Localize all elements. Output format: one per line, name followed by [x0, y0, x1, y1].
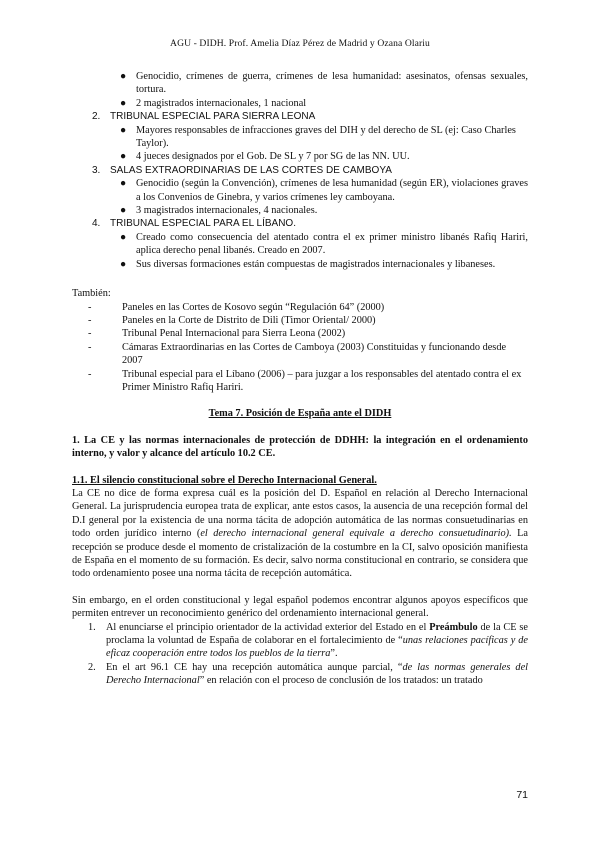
list-item: ● 2 magistrados internacionales, 1 nacional [120, 97, 307, 109]
subsection-title: 1.1. El silencio constitucional sobre el Derecho Internacional General. [72, 474, 377, 486]
list-item: 1. Al enunciarse el principio orientador de la actividad exterior del Estado en el Preámbulo de la CE se proclama la voluntad de España de colaborar en el fortalecimiento de “unas relaciones pacíficas y de eficaz cooperación entre todos los pueblos de la tierra”. [88, 621, 528, 660]
list-item: ● Genocidio (según la Convención), crímenes de lesa humanidad (según ER), violaciones graves a los Convenios de Ginebra, y varios crímenes ley camboyana. [120, 178, 528, 203]
bullet-icon: ● [120, 231, 127, 243]
paragraph: Sin embargo, en el orden constitucional y legal español podemos encontrar algunos apoyos específicos que permiten entrever un reconocimiento genérico del ordenamiento internacional general. [72, 594, 528, 620]
list-item: ● 3 magistrados internacionales, 4 nacionales. [120, 205, 318, 217]
list-item: - Tribunal Penal Internacional para Sierra Leona (2002) [88, 328, 346, 340]
page-number: 71 [516, 789, 528, 801]
bullet-icon: ● [120, 97, 127, 109]
list-item: - Paneles en la Corte de Distrito de Dili (Timor Oriental/ 2000) [88, 314, 376, 326]
bullet-icon: ● [120, 178, 127, 190]
chapter-title: Tema 7. Posición de España ante el DIDH [208, 408, 392, 420]
list-item: - Paneles en las Cortes de Kosovo según “Regulación 64” (2000) [88, 301, 385, 313]
list-item-heading: 4. TRIBUNAL ESPECIAL PARA EL LÍBANO. [92, 218, 296, 230]
bullet-icon: ● [120, 71, 127, 82]
list-item: ● Mayores responsables de infracciones graves del DIH y del derecho de SL (ej: Caso Charles Taylor). [120, 124, 516, 150]
tambien-label: También: [72, 288, 111, 300]
bullet-icon: ● [120, 124, 127, 136]
section-title: 1. La CE y las normas internacionales de protección de DDHH: la integración en el ordenamiento interno, y valor y alcance del artículo 10.2 CE. [72, 434, 528, 460]
list-item: 2. En el art 96.1 CE hay una recepción automática aunque parcial, “de las normas generales del Derecho Internacional” en relación con el proceso de conclusión de los tratados: un tratado [88, 661, 529, 687]
page-body [72, 70, 528, 688]
paragraph: La CE no dice de forma expresa cuál es la posición del D. Español en relación al Derecho Internacional General. La jurisprudencia europea trata de explicar, ante estos casos, la ausencia de una recepción formal del D.I general por la existencia de una norma tácita de adopción automática de las normas consuetudinarias en todo orden jurídico interno (el derecho internacional general equivale a derecho consuetudinario). La recepción se produce desde el momento de cristalización de la costumbre en la CI, salvo oposición manifiesta de España en el momento de su formación. Es decir, salvo norma constitucional en contrario, se considera que todo ordenamiento posee una norma tácita de recepción automática. [72, 487, 529, 580]
list-item: - Cámaras Extraordinarias en las Cortes de Camboya (2003) Constituidas y funcionando desde 2007 [88, 341, 507, 367]
running-header: AGU - DIDH. Prof. Amelia Díaz Pérez de Madrid y Ozana Olariu [170, 38, 430, 49]
list-item-heading: 2. TRIBUNAL ESPECIAL PARA SIERRA LEONA [92, 111, 316, 123]
list-item: ● 4 jueces designados por el Gob. De SL y 7 por SG de las NN. UU. [120, 151, 410, 163]
list-item: ● Sus diversas formaciones están compuestas de magistrados internacionales y libaneses. [120, 258, 496, 270]
bullet-icon: ● [120, 205, 127, 217]
list-item-heading: 3. SALAS EXTRAORDINARIAS DE LAS CORTES DE CAMBOYA [92, 164, 392, 176]
bullet-icon: ● [120, 258, 127, 270]
bullet-icon: ● [120, 151, 127, 163]
list-item: ● Creado como consecuencia del atentado contra el ex primer ministro libanés Rafiq Hariri, aplica derecho penal libanés. Creado en 2007. [120, 231, 528, 257]
list-item: ● Genocidio, crímenes de guerra, crímenes de lesa humanidad: asesinatos, ofensas sexuales, tortura. [120, 71, 528, 96]
list-item: - Tribunal especial para el Líbano (2006) – para juzgar a los responsables del atentado contra el ex Primer Ministro Rafiq Hariri. [88, 368, 522, 393]
